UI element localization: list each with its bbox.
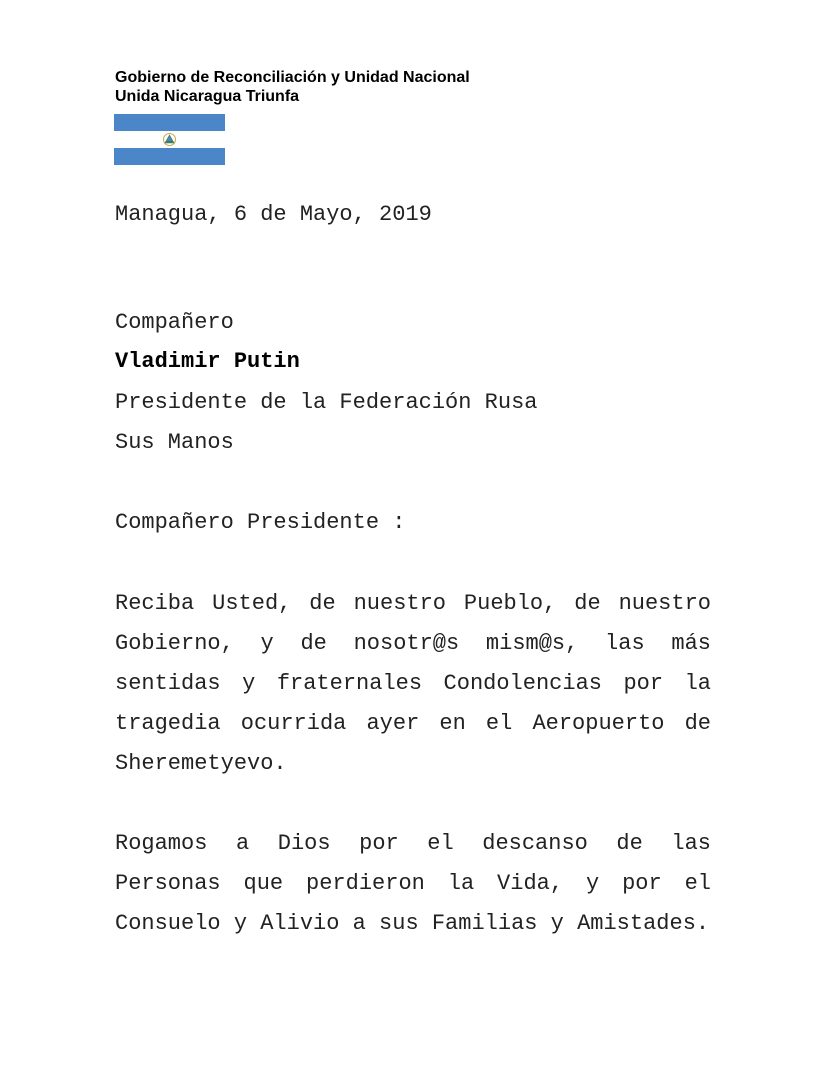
- nicaragua-flag-icon: [114, 114, 225, 165]
- letter-date: Managua, 6 de Mayo, 2019: [115, 202, 432, 227]
- letterhead-slogan: Unida Nicaragua Triunfa: [115, 88, 300, 105]
- condolence-paragraph: Reciba Usted, de nuestro Pueblo, de nuestro Gobierno, y de nosotr@s mism@s, las más sentidas y fraternales Condolencias por la tragedia ocurrida ayer en el Aeropuerto de Sheremetyevo.: [115, 591, 711, 776]
- letterhead: [115, 68, 470, 106]
- letterhead-government-name: Gobierno de Reconciliación y Unidad Nacional: [115, 69, 470, 86]
- recipient-position: Presidente de la Federación Rusa: [115, 390, 538, 415]
- flag-bottom-stripe: [114, 148, 225, 165]
- prayer-paragraph: Rogamos a Dios por el descanso de las Personas que perdieron la Vida, y por el Consuelo y Alivio a sus Familias y Amistades.: [115, 831, 711, 936]
- recipient-name: Vladimir Putin: [115, 349, 300, 374]
- flag-top-stripe: [114, 114, 225, 131]
- salutation-title: Compañero: [115, 310, 234, 335]
- delivery-line: Sus Manos: [115, 430, 234, 455]
- greeting: Compañero Presidente :: [115, 510, 406, 535]
- coat-of-arms-icon: [162, 131, 177, 148]
